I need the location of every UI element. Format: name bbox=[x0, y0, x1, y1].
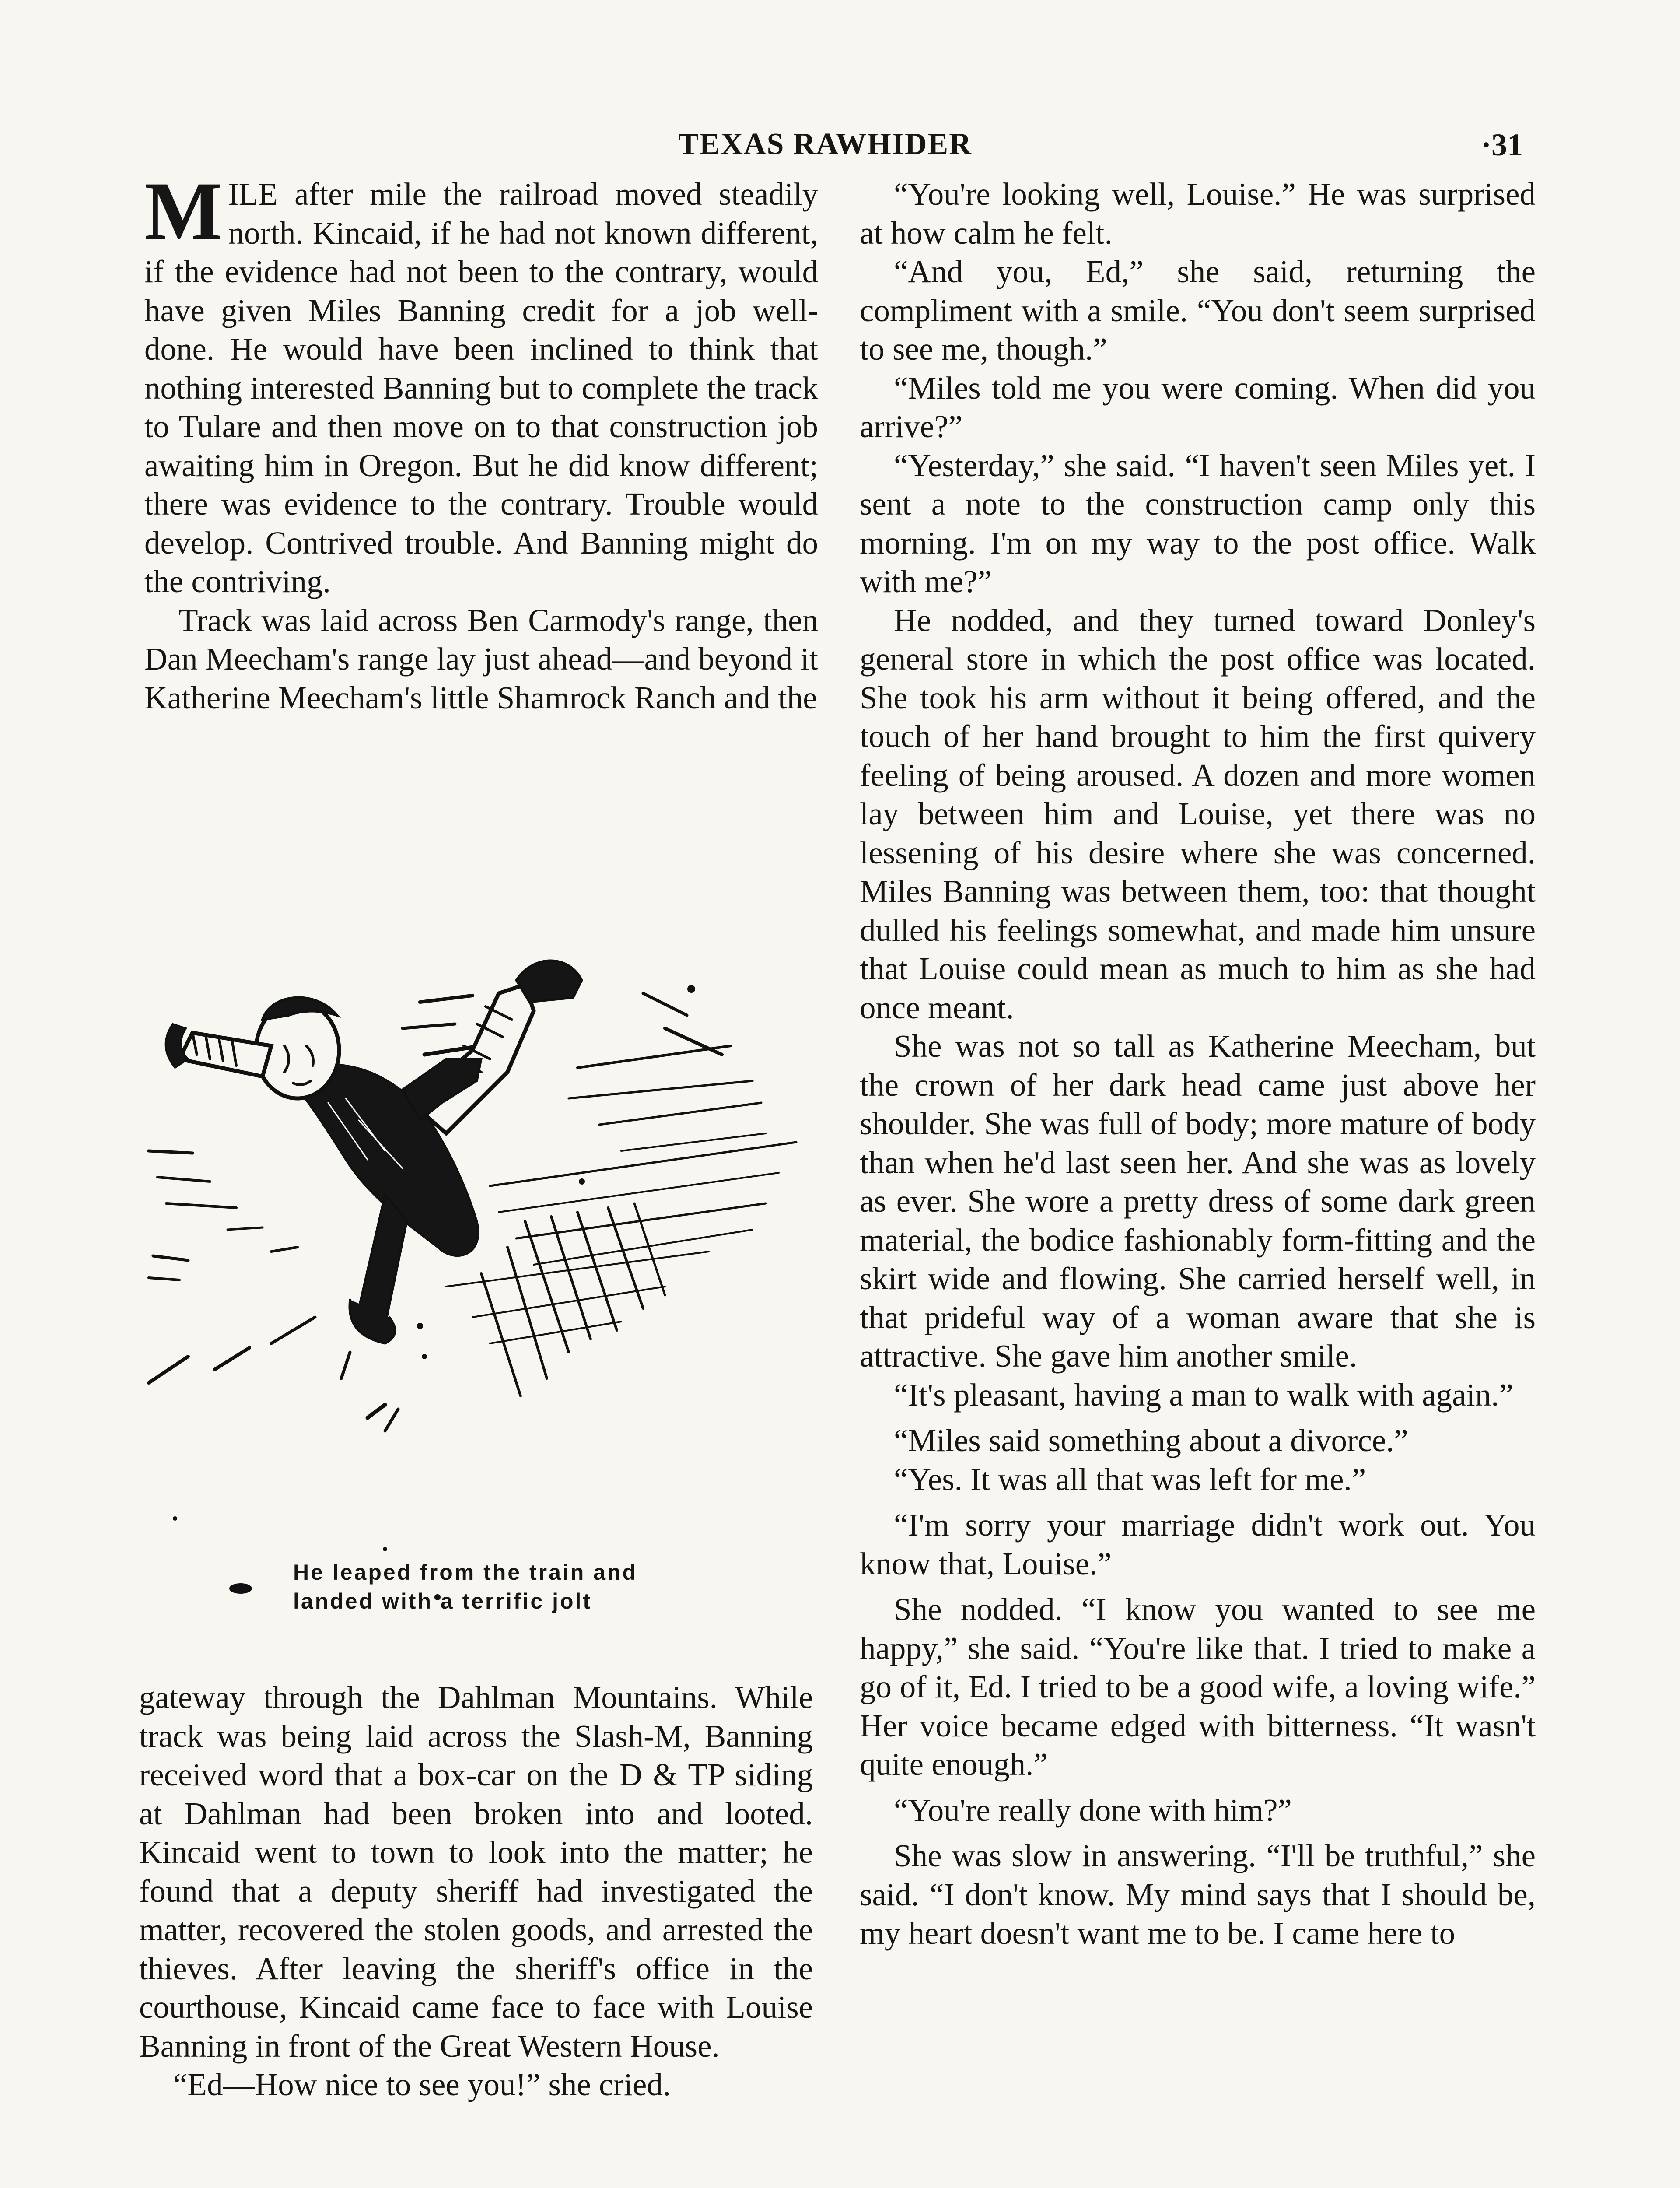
paragraph: “You're really done with him?” bbox=[894, 1792, 1292, 1828]
left-column-bottom bbox=[139, 1678, 813, 2104]
paragraph: “You're looking well, Louise.” He was surprised at how calm he felt. bbox=[860, 176, 1536, 251]
caption-line: landed with a terrific jolt bbox=[293, 1589, 592, 1613]
opening-paragraph-text: ILE after mile the railroad moved steadily north. Kincaid, if he had not known different, if the evidence had not been to the contrary, would have given Miles Banning credit for a job well-done. He would have been inclined to think that nothing interested Banning but to complete the track to Tulare and then move on to that construction job awaiting him in Oregon. But he did know different; there was evidence to the contrary. Trouble would develop. Contrived trouble. And Banning might do the contriving. bbox=[144, 176, 818, 599]
left-column-top bbox=[144, 165, 818, 717]
paragraph: She was slow in answering. “I'll be truthful,” she said. “I don't know. My mind says that I should be, my heart doesn't want me to be. I came here to bbox=[860, 1838, 1536, 1951]
page-number: ·31 bbox=[1481, 127, 1523, 162]
paragraph: She was not so tall as Katherine Meecham, but the crown of her dark head came just above her shoulder. She was full of body; more mature of body than when he'd last seen her. And she was as lovely as ever. She wore a pretty dress of some dark green material, the bodice fashionably form-fitting and the skirt wide and flowing. She carried herself well, in that prideful way of a woman aware that she is attractive. She gave him another smile. bbox=[860, 1028, 1536, 1374]
illustration-leaping-man bbox=[140, 915, 822, 1615]
caption-line: He leaped from the train and bbox=[293, 1560, 638, 1585]
paragraph: “And you, Ed,” she said, returning the compliment with a smile. “You don't seem surprised to see me, though.” bbox=[860, 254, 1536, 367]
paragraph: gateway through the Dahlman Mountains. While track was being laid across the Slash-M, Banning received word that a box-car on the D & TP siding at Dahlman had been broken into and looted. Kincaid went to town to look into the matter; he found that a deputy sheriff had investigated the matter, recovered the stolen goods, and arrested the thieves. After leaving the sheriff's office in the courthouse, Kincaid came face to face with Louise Banning in front of the Great Western House. bbox=[139, 1680, 813, 2064]
paragraph: She nodded. “I know you wanted to see me happy,” she said. “You're like that. I tried to make a go of it, Ed. I tried to be a good wife, a loving wife.” Her voice became edged with bitterness. “It wasn't quite enough.” bbox=[860, 1592, 1536, 1782]
running-head bbox=[0, 127, 1680, 175]
opening-paragraph bbox=[144, 165, 818, 601]
paragraph: “Yes. It was all that was left for me.” bbox=[894, 1461, 1366, 1497]
drop-cap: M bbox=[144, 165, 220, 257]
illustration-caption bbox=[293, 1558, 669, 1616]
paragraph: “Ed—How nice to see you!” she cried. bbox=[173, 2067, 671, 2102]
paragraph: “I'm sorry your marriage didn't work out. You know that, Louise.” bbox=[860, 1507, 1536, 1581]
running-title: TEXAS RAWHIDER bbox=[678, 127, 972, 161]
paragraph: “It's pleasant, having a man to walk with again.” bbox=[894, 1377, 1513, 1413]
paragraph: “Miles said something about a divorce.” bbox=[894, 1423, 1408, 1458]
paragraph: He nodded, and they turned toward Donley's general store in which the post office was located. She took his arm without it being offered, and the touch of her hand brought to him the first quivery feeling of being aroused. A dozen and more women lay between him and Louise, yet there was no lessening of his desire where she was concerned. Miles Banning was between them, too: that thought dulled his feelings somewhat, and made him unsure that Louise could mean as much to him as she had once meant. bbox=[860, 602, 1536, 1025]
right-column bbox=[860, 175, 1536, 1953]
illustration bbox=[140, 915, 822, 1615]
paragraph: Track was laid across Ben Carmody's range, then Dan Meecham's range lay just ahead—and beyond it Katherine Meecham's little Shamrock Ranch and the bbox=[144, 602, 818, 715]
paragraph: “Miles told me you were coming. When did you arrive?” bbox=[860, 370, 1536, 444]
paragraph: “Yesterday,” she said. “I haven't seen Miles yet. I sent a note to the construction camp only this morning. I'm on my way to the post office. Walk with me?” bbox=[860, 447, 1536, 599]
